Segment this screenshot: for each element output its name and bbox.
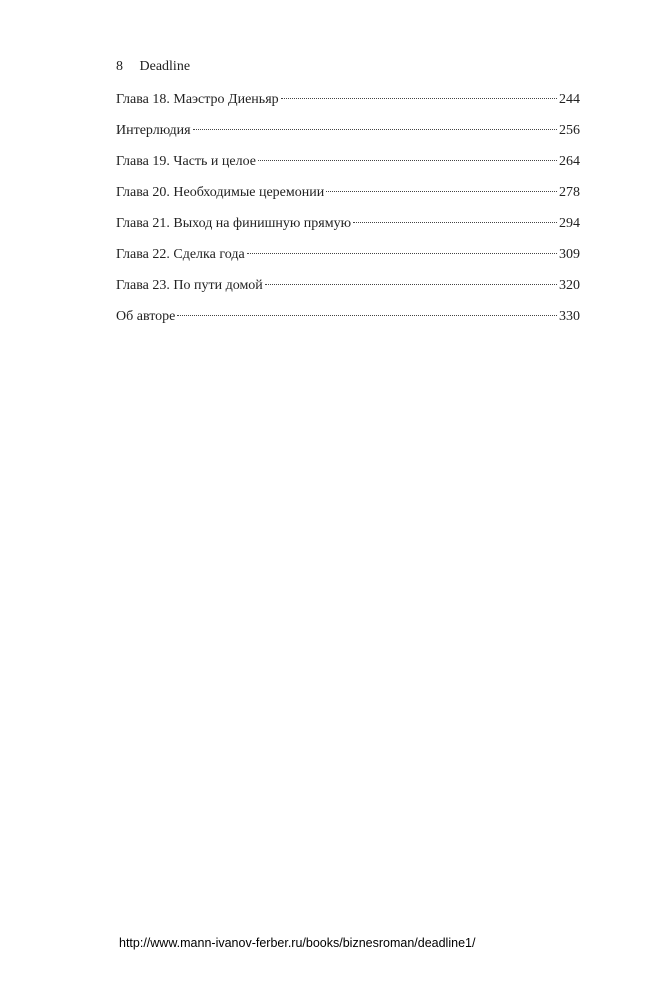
toc-entry-title: Об авторе [116, 309, 176, 324]
dot-leader [265, 284, 557, 285]
toc-entry-title: Глава 21. Выход на финишную прямую [116, 216, 352, 231]
toc-entry-title: Глава 23. По пути домой [116, 278, 263, 293]
dot-leader [258, 160, 557, 161]
toc-entry [116, 214, 580, 234]
toc-entry [116, 183, 580, 203]
running-head [116, 58, 190, 76]
toc-entry-title: Глава 19. Часть и целое [116, 154, 256, 169]
dot-leader [353, 222, 557, 223]
toc-entry-title: Глава 20. Необходимые церемонии [116, 185, 325, 200]
toc-entry [116, 276, 580, 296]
toc-entry [116, 90, 580, 110]
dot-leader [177, 315, 557, 316]
toc-entry [116, 307, 580, 327]
dot-leader [193, 129, 557, 130]
header-book-title: Deadline [139, 59, 191, 74]
toc-entry-page: 264 [559, 154, 580, 169]
toc-entry-page: 278 [559, 185, 580, 200]
toc-entry-page: 256 [559, 123, 580, 138]
footer-url: http://www.mann-ivanov-ferber.ru/books/biznesroman/deadline1/ [119, 936, 476, 950]
toc-entry [116, 245, 580, 265]
toc-entry [116, 152, 580, 172]
toc-entry-page: 330 [559, 309, 580, 324]
toc-entry-title: Глава 18. Маэстро Диеньяр [116, 92, 279, 107]
header-page-number: 8 [116, 59, 123, 74]
toc-entry-title: Глава 22. Сделка года [116, 247, 245, 262]
toc-entry-title: Интерлюдия [116, 123, 191, 138]
toc-entry [116, 121, 580, 141]
toc-entry-page: 320 [559, 278, 580, 293]
table-of-contents [116, 90, 580, 338]
dot-leader [281, 98, 557, 99]
toc-entry-page: 294 [559, 216, 580, 231]
toc-entry-page: 309 [559, 247, 580, 262]
dot-leader [247, 253, 557, 254]
toc-entry-page: 244 [559, 92, 580, 107]
dot-leader [326, 191, 557, 192]
